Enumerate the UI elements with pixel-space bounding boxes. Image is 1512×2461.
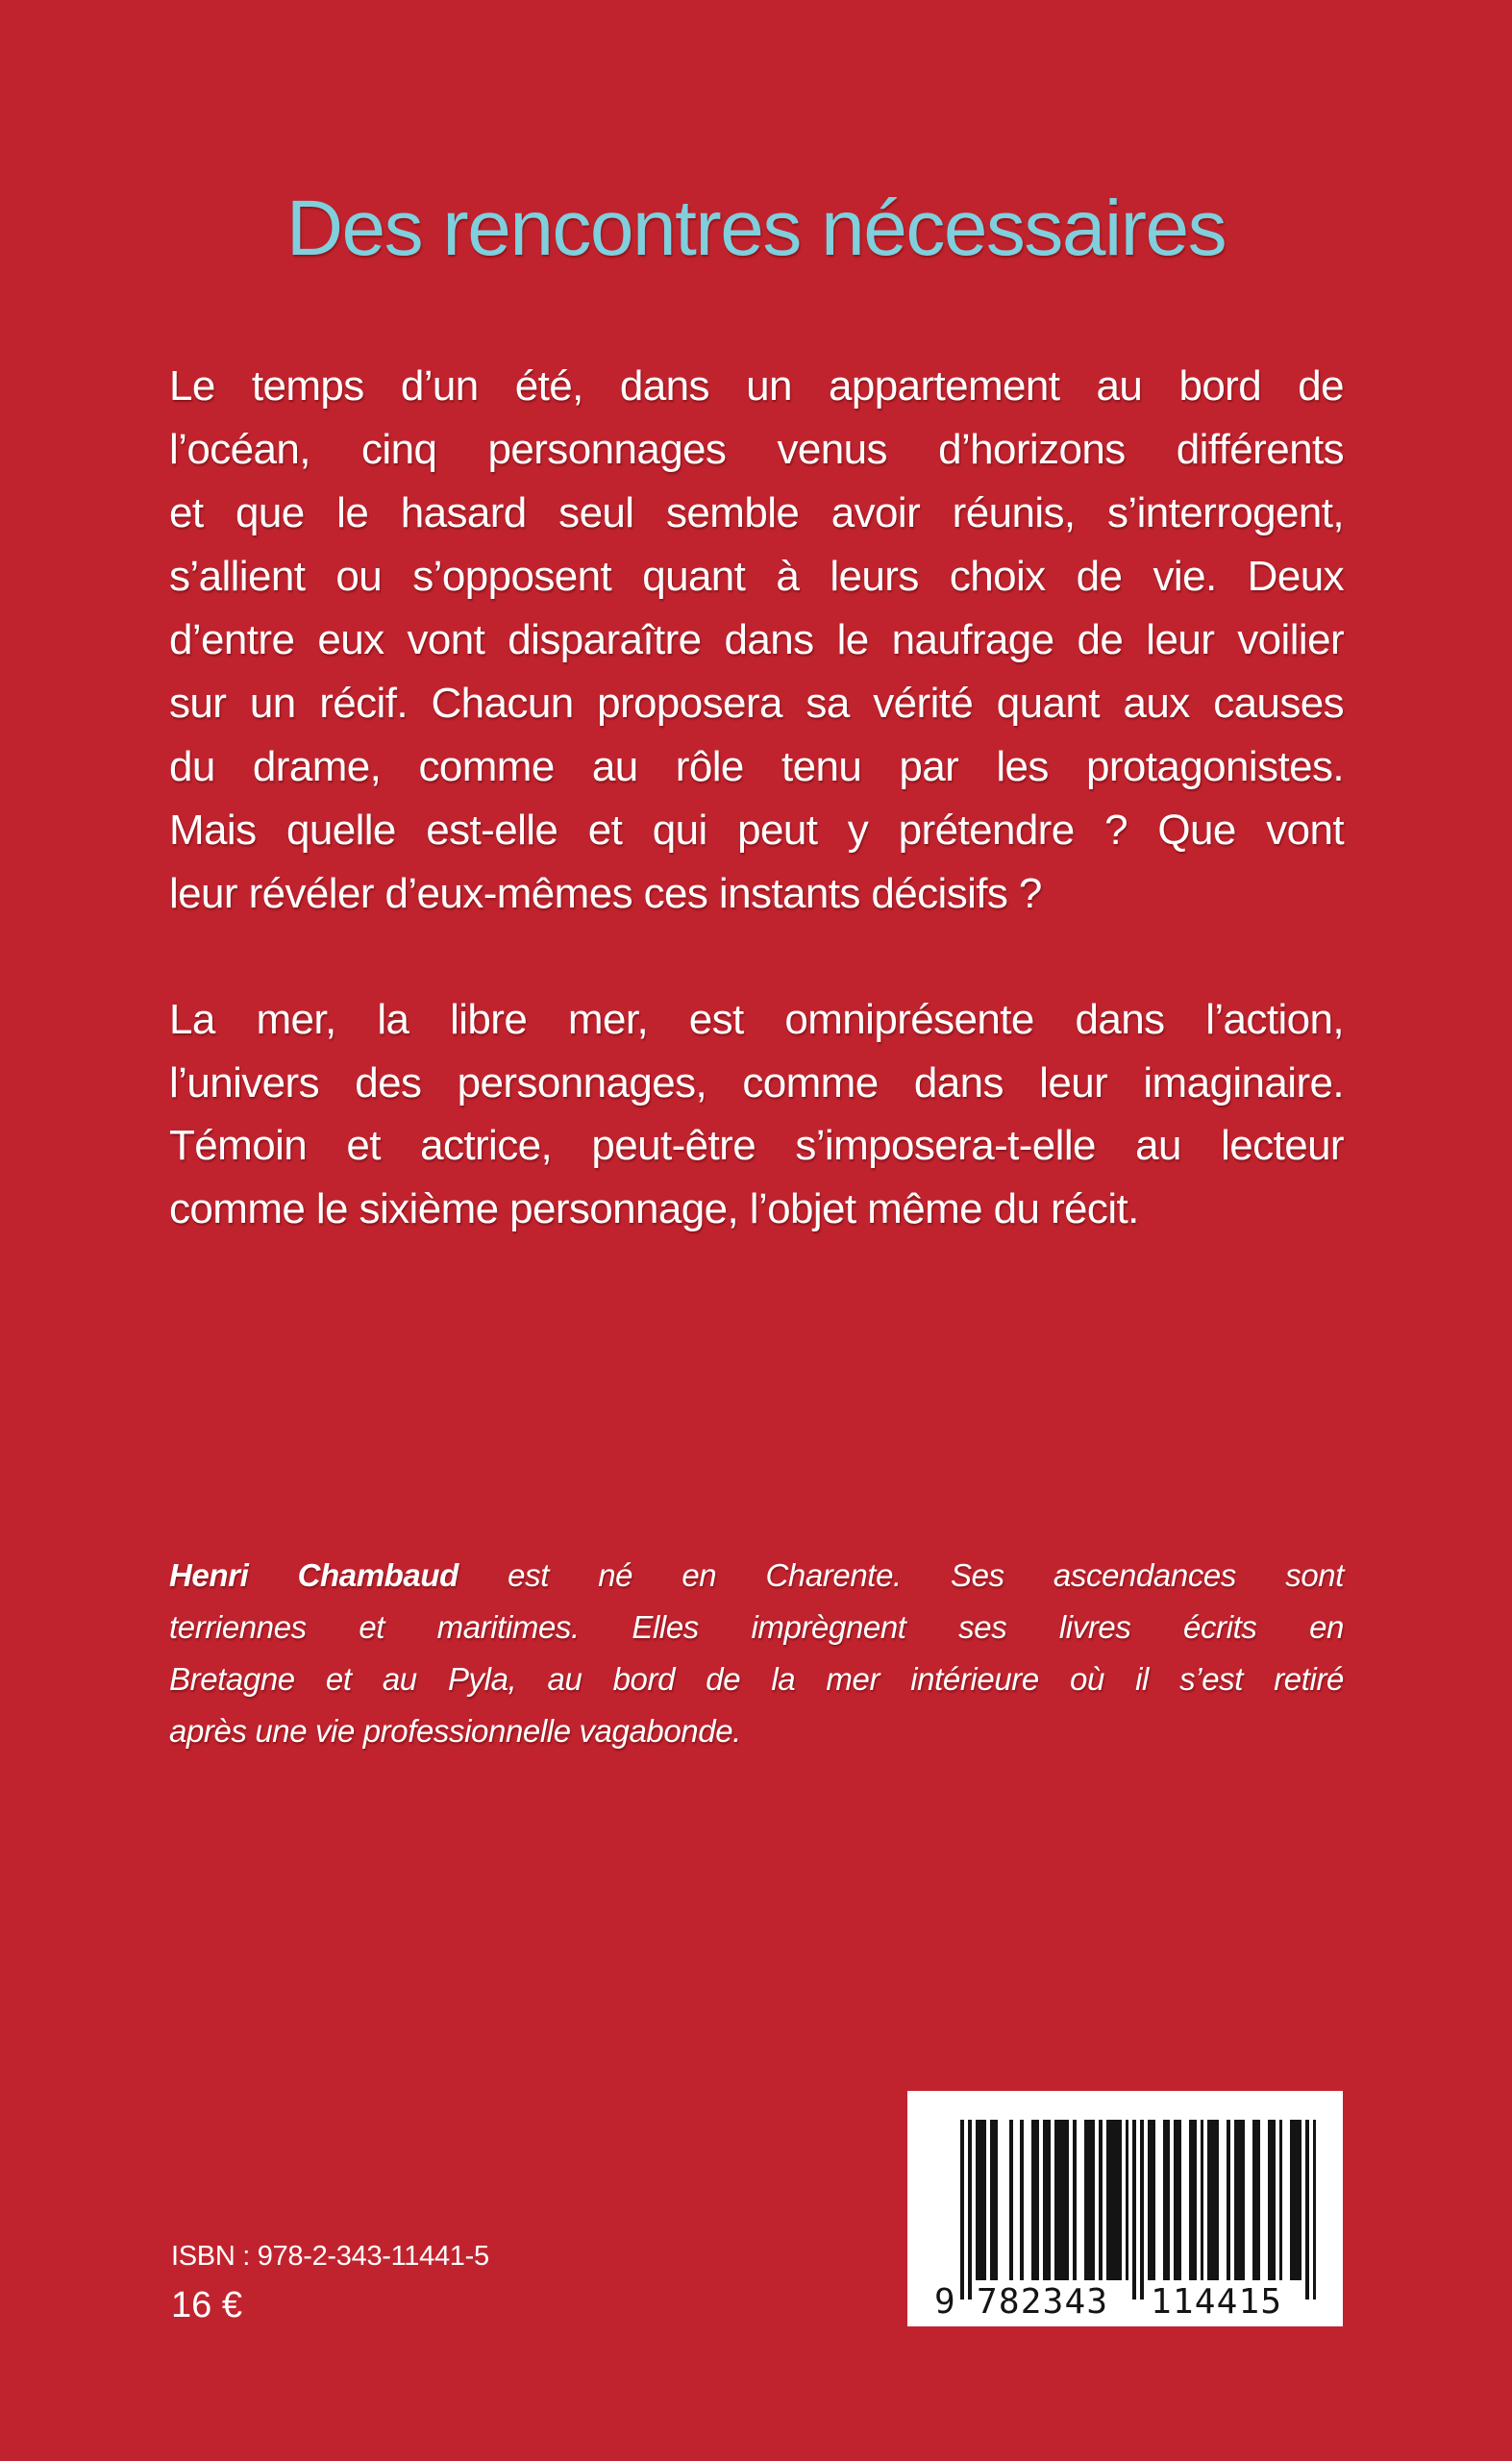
barcode-bar (1099, 2120, 1103, 2280)
synopsis-line: du drame, comme au rôle tenu par les protagonistes. (169, 743, 1344, 790)
barcode-bar (1201, 2120, 1204, 2280)
author-name: Henri Chambaud (169, 1557, 459, 1593)
barcode-bar (1140, 2120, 1144, 2299)
barcode-bar (990, 2120, 998, 2280)
synopsis-paragraph-1 (169, 355, 1344, 926)
barcode-bar (1279, 2120, 1283, 2280)
barcode-bar (1163, 2120, 1171, 2280)
barcode-left-digits: 782343 (977, 2282, 1109, 2322)
barcode-bar (1106, 2120, 1122, 2280)
synopsis-line: Témoin et actrice, peut-être s’imposera-t-elle au lecteur (169, 1122, 1344, 1170)
author-bio-line: après une vie professionnelle vagabonde. (169, 1713, 741, 1749)
book-title: Des rencontres nécessaires (285, 185, 1227, 272)
barcode-bar (1207, 2120, 1219, 2280)
barcode-bar (1313, 2120, 1317, 2299)
synopsis-line: d’entre eux vont disparaître dans le naufrage de leur voilier (169, 616, 1344, 663)
barcode-bar (1054, 2120, 1070, 2280)
barcode-bar (968, 2120, 972, 2299)
barcode-bar (1189, 2120, 1197, 2280)
barcode-bar (1148, 2120, 1155, 2280)
author-bio-line (169, 1550, 1344, 1602)
synopsis-line: comme le sixième personnage, l’objet même du récit. (169, 1185, 1139, 1233)
synopsis-line: l’univers des personnages, comme dans leur imaginaire. (169, 1058, 1344, 1106)
synopsis-line: sur un récif. Chacun proposera sa vérité quant aux causes (169, 680, 1344, 727)
barcode-bar (1174, 2120, 1181, 2280)
barcode-bar (1234, 2120, 1246, 2280)
barcode-bar (1043, 2120, 1051, 2280)
author-bio-line: Bretagne et au Pyla, au bord de la mer intérieure où il s’est retiré (169, 1661, 1344, 1697)
barcode-bar (1290, 2120, 1301, 2280)
author-bio (169, 1550, 1344, 1757)
barcode-bar (1031, 2120, 1039, 2280)
barcode-bar (1084, 2120, 1096, 2280)
synopsis-line: La mer, la libre mer, est omniprésente dans l’action, (169, 996, 1344, 1043)
barcode-bar (1126, 2120, 1129, 2280)
barcode-bar (1305, 2120, 1309, 2299)
synopsis-line: leur révéler d’eux-mêmes ces instants décisifs ? (169, 870, 1042, 917)
synopsis-paragraph-2 (169, 988, 1344, 1241)
barcode-bar (1009, 2120, 1013, 2280)
barcode-bar (1268, 2120, 1276, 2280)
author-bio-line: terriennes et maritimes. Elles imprègnent ses livres écrits en (169, 1609, 1344, 1645)
synopsis-line: Mais quelle est-elle et qui peut y prétendre ? Que vont (169, 807, 1344, 854)
barcode-first-digit: 9 (934, 2282, 955, 2322)
barcode-bar (1132, 2120, 1136, 2299)
price-label: 16 € (171, 2285, 242, 2325)
barcode-bar (960, 2120, 964, 2299)
barcode-bar (1227, 2120, 1230, 2280)
synopsis-line: l’océan, cinq personnages venus d’horizons différents (169, 426, 1344, 473)
barcode (907, 2091, 1343, 2326)
isbn-label: ISBN : 978-2-343-11441-5 (171, 2241, 489, 2272)
barcode-bar (1020, 2120, 1024, 2280)
synopsis-line: et que le hasard seul semble avoir réunis, s’interrogent, (169, 489, 1344, 536)
author-bio-text: est né en Charente. Ses ascendances sont (458, 1557, 1344, 1593)
barcode-bar (976, 2120, 987, 2280)
barcode-bar (1252, 2120, 1260, 2280)
barcode-right-digits: 114415 (1151, 2282, 1283, 2322)
barcode-bar (1073, 2120, 1077, 2280)
synopsis-line: Le temps d’un été, dans un appartement au bord de (169, 362, 1344, 410)
synopsis-line: s’allient ou s’opposent quant à leurs choix de vie. Deux (169, 553, 1344, 600)
